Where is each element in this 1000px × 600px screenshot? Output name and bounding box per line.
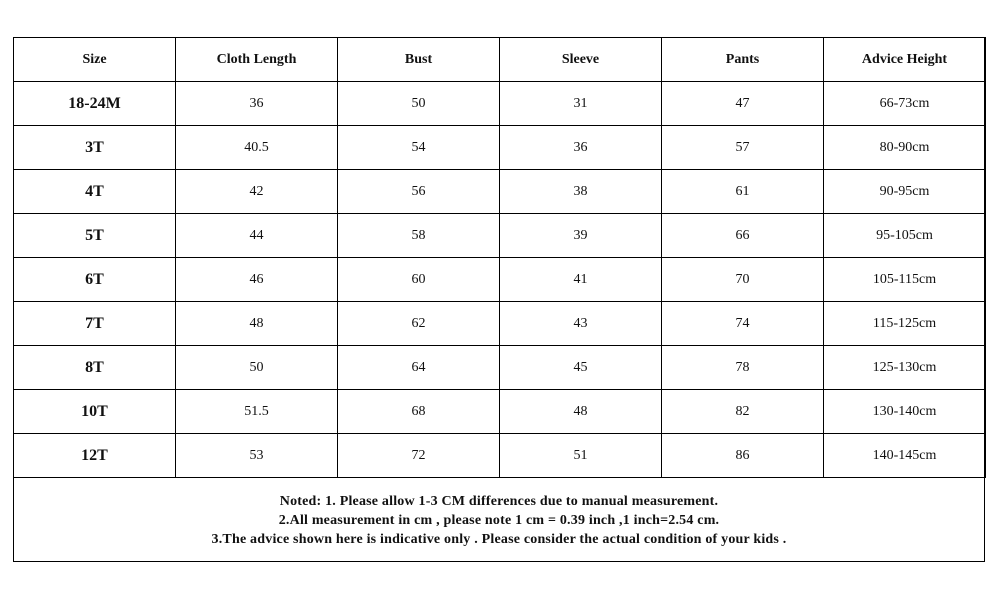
advice-height-cell: 66-73cm [824, 82, 986, 126]
table-row [14, 346, 986, 390]
table-row [14, 434, 986, 478]
bust-cell: 58 [338, 214, 500, 258]
header-size: Size [14, 38, 176, 82]
cloth-length-cell: 53 [176, 434, 338, 478]
sleeve-cell: 36 [500, 126, 662, 170]
table-row [14, 170, 986, 214]
sleeve-cell: 48 [500, 390, 662, 434]
size-cell: 18-24M [14, 82, 176, 126]
cloth-length-cell: 36 [176, 82, 338, 126]
header-pants: Pants [662, 38, 824, 82]
table-row [14, 390, 986, 434]
sleeve-cell: 39 [500, 214, 662, 258]
advice-height-cell: 125-130cm [824, 346, 986, 390]
cloth-length-cell: 42 [176, 170, 338, 214]
size-table [13, 37, 986, 478]
size-cell: 6T [14, 258, 176, 302]
size-cell: 5T [14, 214, 176, 258]
bust-cell: 60 [338, 258, 500, 302]
pants-cell: 78 [662, 346, 824, 390]
bust-cell: 62 [338, 302, 500, 346]
size-cell: 3T [14, 126, 176, 170]
cloth-length-cell: 46 [176, 258, 338, 302]
cloth-length-cell: 44 [176, 214, 338, 258]
advice-height-cell: 80-90cm [824, 126, 986, 170]
pants-cell: 47 [662, 82, 824, 126]
size-cell: 10T [14, 390, 176, 434]
header-bust: Bust [338, 38, 500, 82]
pants-cell: 57 [662, 126, 824, 170]
pants-cell: 86 [662, 434, 824, 478]
sleeve-cell: 41 [500, 258, 662, 302]
table-row [14, 302, 986, 346]
bust-cell: 56 [338, 170, 500, 214]
advice-height-cell: 115-125cm [824, 302, 986, 346]
pants-cell: 61 [662, 170, 824, 214]
cloth-length-cell: 48 [176, 302, 338, 346]
table-row [14, 258, 986, 302]
sleeve-cell: 31 [500, 82, 662, 126]
header-sleeve: Sleeve [500, 38, 662, 82]
note-line-3: 3.The advice shown here is indicative only . Please consider the actual condition of your kids . [211, 531, 787, 547]
bust-cell: 54 [338, 126, 500, 170]
table-row [14, 126, 986, 170]
bust-cell: 50 [338, 82, 500, 126]
size-chart [13, 37, 985, 562]
size-cell: 8T [14, 346, 176, 390]
cloth-length-cell: 51.5 [176, 390, 338, 434]
sleeve-cell: 51 [500, 434, 662, 478]
advice-height-cell: 90-95cm [824, 170, 986, 214]
advice-height-cell: 140-145cm [824, 434, 986, 478]
sleeve-cell: 38 [500, 170, 662, 214]
sleeve-cell: 45 [500, 346, 662, 390]
advice-height-cell: 130-140cm [824, 390, 986, 434]
bust-cell: 72 [338, 434, 500, 478]
note-line-2: 2.All measurement in cm , please note 1 cm = 0.39 inch ,1 inch=2.54 cm. [278, 512, 720, 528]
notes-box [14, 479, 984, 561]
size-cell: 7T [14, 302, 176, 346]
advice-height-cell: 95-105cm [824, 214, 986, 258]
header-row [14, 38, 986, 82]
pants-cell: 82 [662, 390, 824, 434]
sleeve-cell: 43 [500, 302, 662, 346]
advice-height-cell: 105-115cm [824, 258, 986, 302]
header-cloth-length: Cloth Length [176, 38, 338, 82]
cloth-length-cell: 40.5 [176, 126, 338, 170]
bust-cell: 64 [338, 346, 500, 390]
pants-cell: 74 [662, 302, 824, 346]
pants-cell: 70 [662, 258, 824, 302]
bust-cell: 68 [338, 390, 500, 434]
header-advice-height: Advice Height [824, 38, 986, 82]
cloth-length-cell: 50 [176, 346, 338, 390]
size-cell: 4T [14, 170, 176, 214]
note-line-1: Noted: 1. Please allow 1-3 CM differences due to manual measurement. [279, 493, 719, 509]
size-cell: 12T [14, 434, 176, 478]
table-row [14, 82, 986, 126]
table-row [14, 214, 986, 258]
pants-cell: 66 [662, 214, 824, 258]
